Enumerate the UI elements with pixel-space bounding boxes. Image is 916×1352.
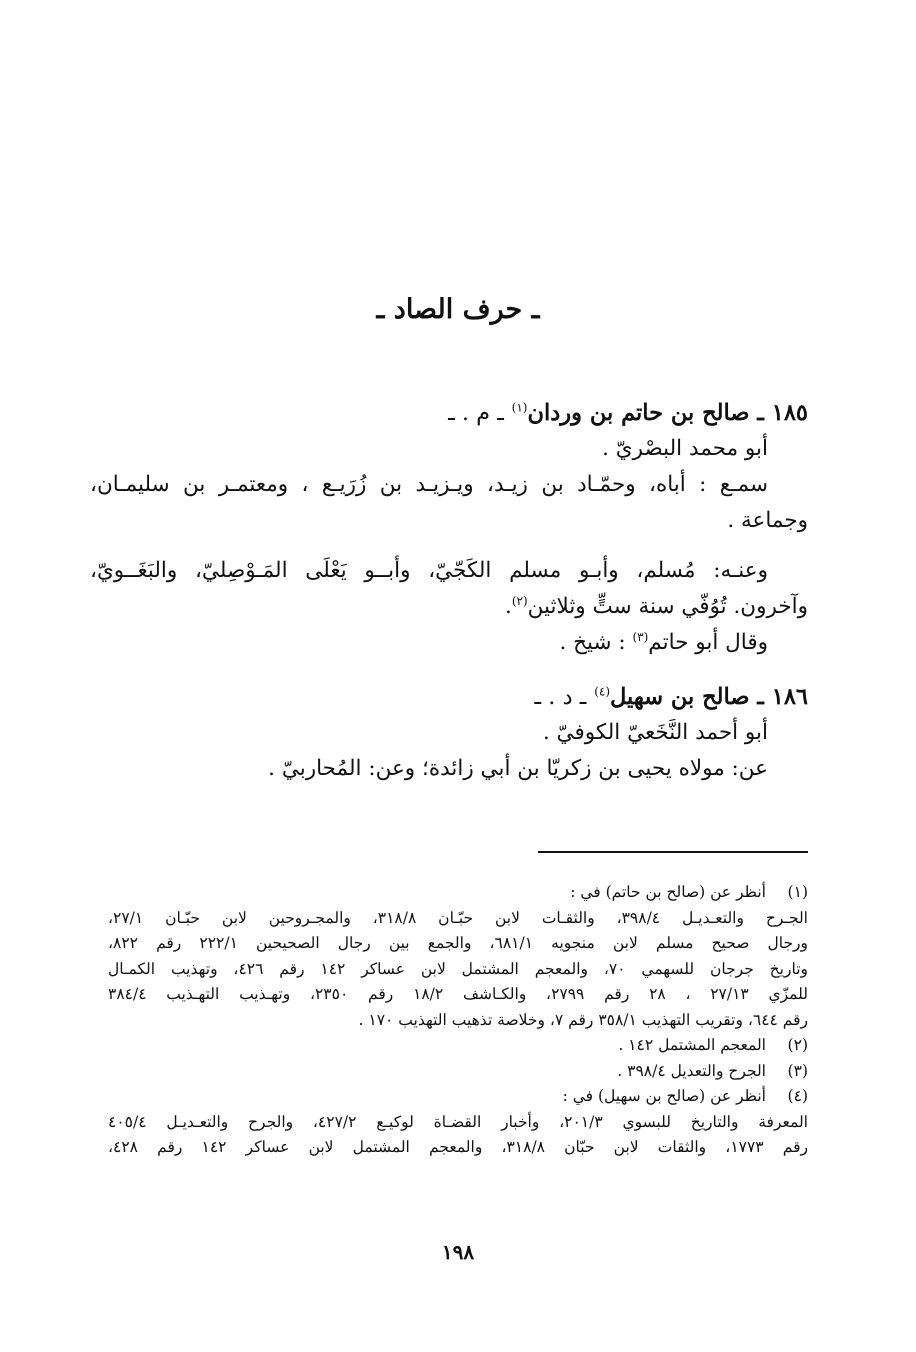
- footnote: [108, 1059, 808, 1085]
- entry-heading: [90, 395, 808, 431]
- entry-number: ١٨٦: [771, 684, 808, 710]
- footnote-line: أنظر عن (صالح بن سهيل) في :: [562, 1087, 766, 1105]
- entry-heard-line: وجماعة .: [727, 508, 808, 533]
- footnote-line: الجرح والتعديل ٣٩٨/٤ .: [617, 1061, 766, 1080]
- footnote: [108, 880, 808, 1033]
- entry-kunya: أبو أحمد النَّخَعيّ الكوفيّ .: [542, 720, 768, 745]
- footnote-line: المعرفة والتاريخ للبسوي ٢٠١/٣، وأخبار القضـاة لوكيـع ٤٢٧/٢، والجرح والتعـديـل ٤٠٥/٤: [108, 1112, 808, 1131]
- footnotes: [108, 880, 808, 1161]
- said-text: وقال أبو حاتم: [648, 630, 768, 655]
- footnote: [108, 1084, 808, 1161]
- footnote-number: (٢): [787, 1036, 808, 1054]
- sentence-end: .: [504, 594, 512, 619]
- footnote: [108, 1033, 808, 1059]
- main-text: [90, 395, 808, 787]
- entry-said-line: [90, 625, 808, 661]
- footnote-line: رقم ٦٤٤، وتقريب التهذيب ٣٥٨/١ رقم ٧، وخلاصة تذهيب التهذيب ١٧٠ .: [358, 1010, 808, 1029]
- footnote-line: للمزّي ٢٧/١٣ ، ٢٨ رقم ٢٧٩٩، والكـاشف ١٨/٢ رقم ٢٣٥٠، وتهـذيب التهـذيب ٣٨٤/٤: [108, 985, 808, 1003]
- entry-heard-line: سمـع : أباه، وحمّـاد بن زيـد، ويـزيـد بن زُرَيـع ، ومعتمـر بن سليمـان،: [90, 472, 768, 497]
- footnote-line: الجـرح والتعـديـل ٣٩٨/٤، والثقـات لابن حبّـان ٣١٨/٨، والمجـروحين لابن حبّـان ٢٧/١،: [108, 908, 808, 927]
- footnote-line: أنظر عن (صالح بن حاتم) في :: [570, 883, 766, 901]
- entry-from-line: عن: مولاه يحيى بن زكريّا بن أبي زائدة؛ وعن: المُحاربيّ .: [268, 756, 768, 781]
- death-text: وآخرون. تُوُفّي سنة ستٍّ وثلاثين: [527, 594, 808, 619]
- entry-from-line: [90, 589, 808, 625]
- entry-code: ـ م . ـ: [448, 400, 504, 426]
- footnote-number: (٣): [787, 1061, 808, 1080]
- footnote-number: (١): [787, 883, 808, 901]
- footnote-line: المعجم المشتمل ١٤٢ .: [618, 1036, 766, 1054]
- chapter-title: ـ حرف الصاد ـ: [376, 294, 540, 325]
- footnote-ref[interactable]: (٣): [632, 629, 649, 644]
- entry-name: ـ صالح بن سهيل: [610, 684, 764, 710]
- entry-heading: [90, 679, 808, 715]
- footnote-number: (٤): [787, 1087, 808, 1105]
- entry-name: ـ صالح بن حاتم بن وردان: [527, 400, 764, 426]
- footnote-divider: [538, 851, 808, 853]
- entry-kunya: أبو محمد البصْريّ .: [602, 436, 768, 461]
- said-end: : شيخ .: [559, 630, 626, 655]
- footnote-line: وتاريخ جرجان للسهمي ٧٠، والمعجم المشتمل لابن عساكر ١٤٢ رقم ٤٢٦، وتهذيب الكمـال: [108, 959, 808, 978]
- footnote-ref[interactable]: (٤): [594, 684, 611, 699]
- entry-code: ـ د . ـ: [534, 684, 587, 710]
- footnote-ref[interactable]: (١): [511, 400, 528, 415]
- entry-from-line: وعنـه: مُسلم، وأبـو مسلم الكَجّيّ، وأبــو يَعْلَى المَـوْصِليّ، والبَغَــويّ،: [90, 558, 768, 583]
- footnote-line: رقم ١٧٧٣، والثقات لابن حبّان ٣١٨/٨، والمعجم المشتمل لابن عساكر ١٤٢ رقم ٤٢٨،: [108, 1138, 808, 1156]
- footnote-line: ورجال صحيح مسلم لابن منجويه ٦٨١/١، والجمع بين رجال الصحيحين ٢٢٢/١ رقم ٨٢٢،: [108, 934, 808, 952]
- footnote-ref[interactable]: (٢): [511, 593, 528, 608]
- entry-number: ١٨٥: [771, 400, 808, 426]
- page-number: ١٩٨: [441, 1240, 475, 1264]
